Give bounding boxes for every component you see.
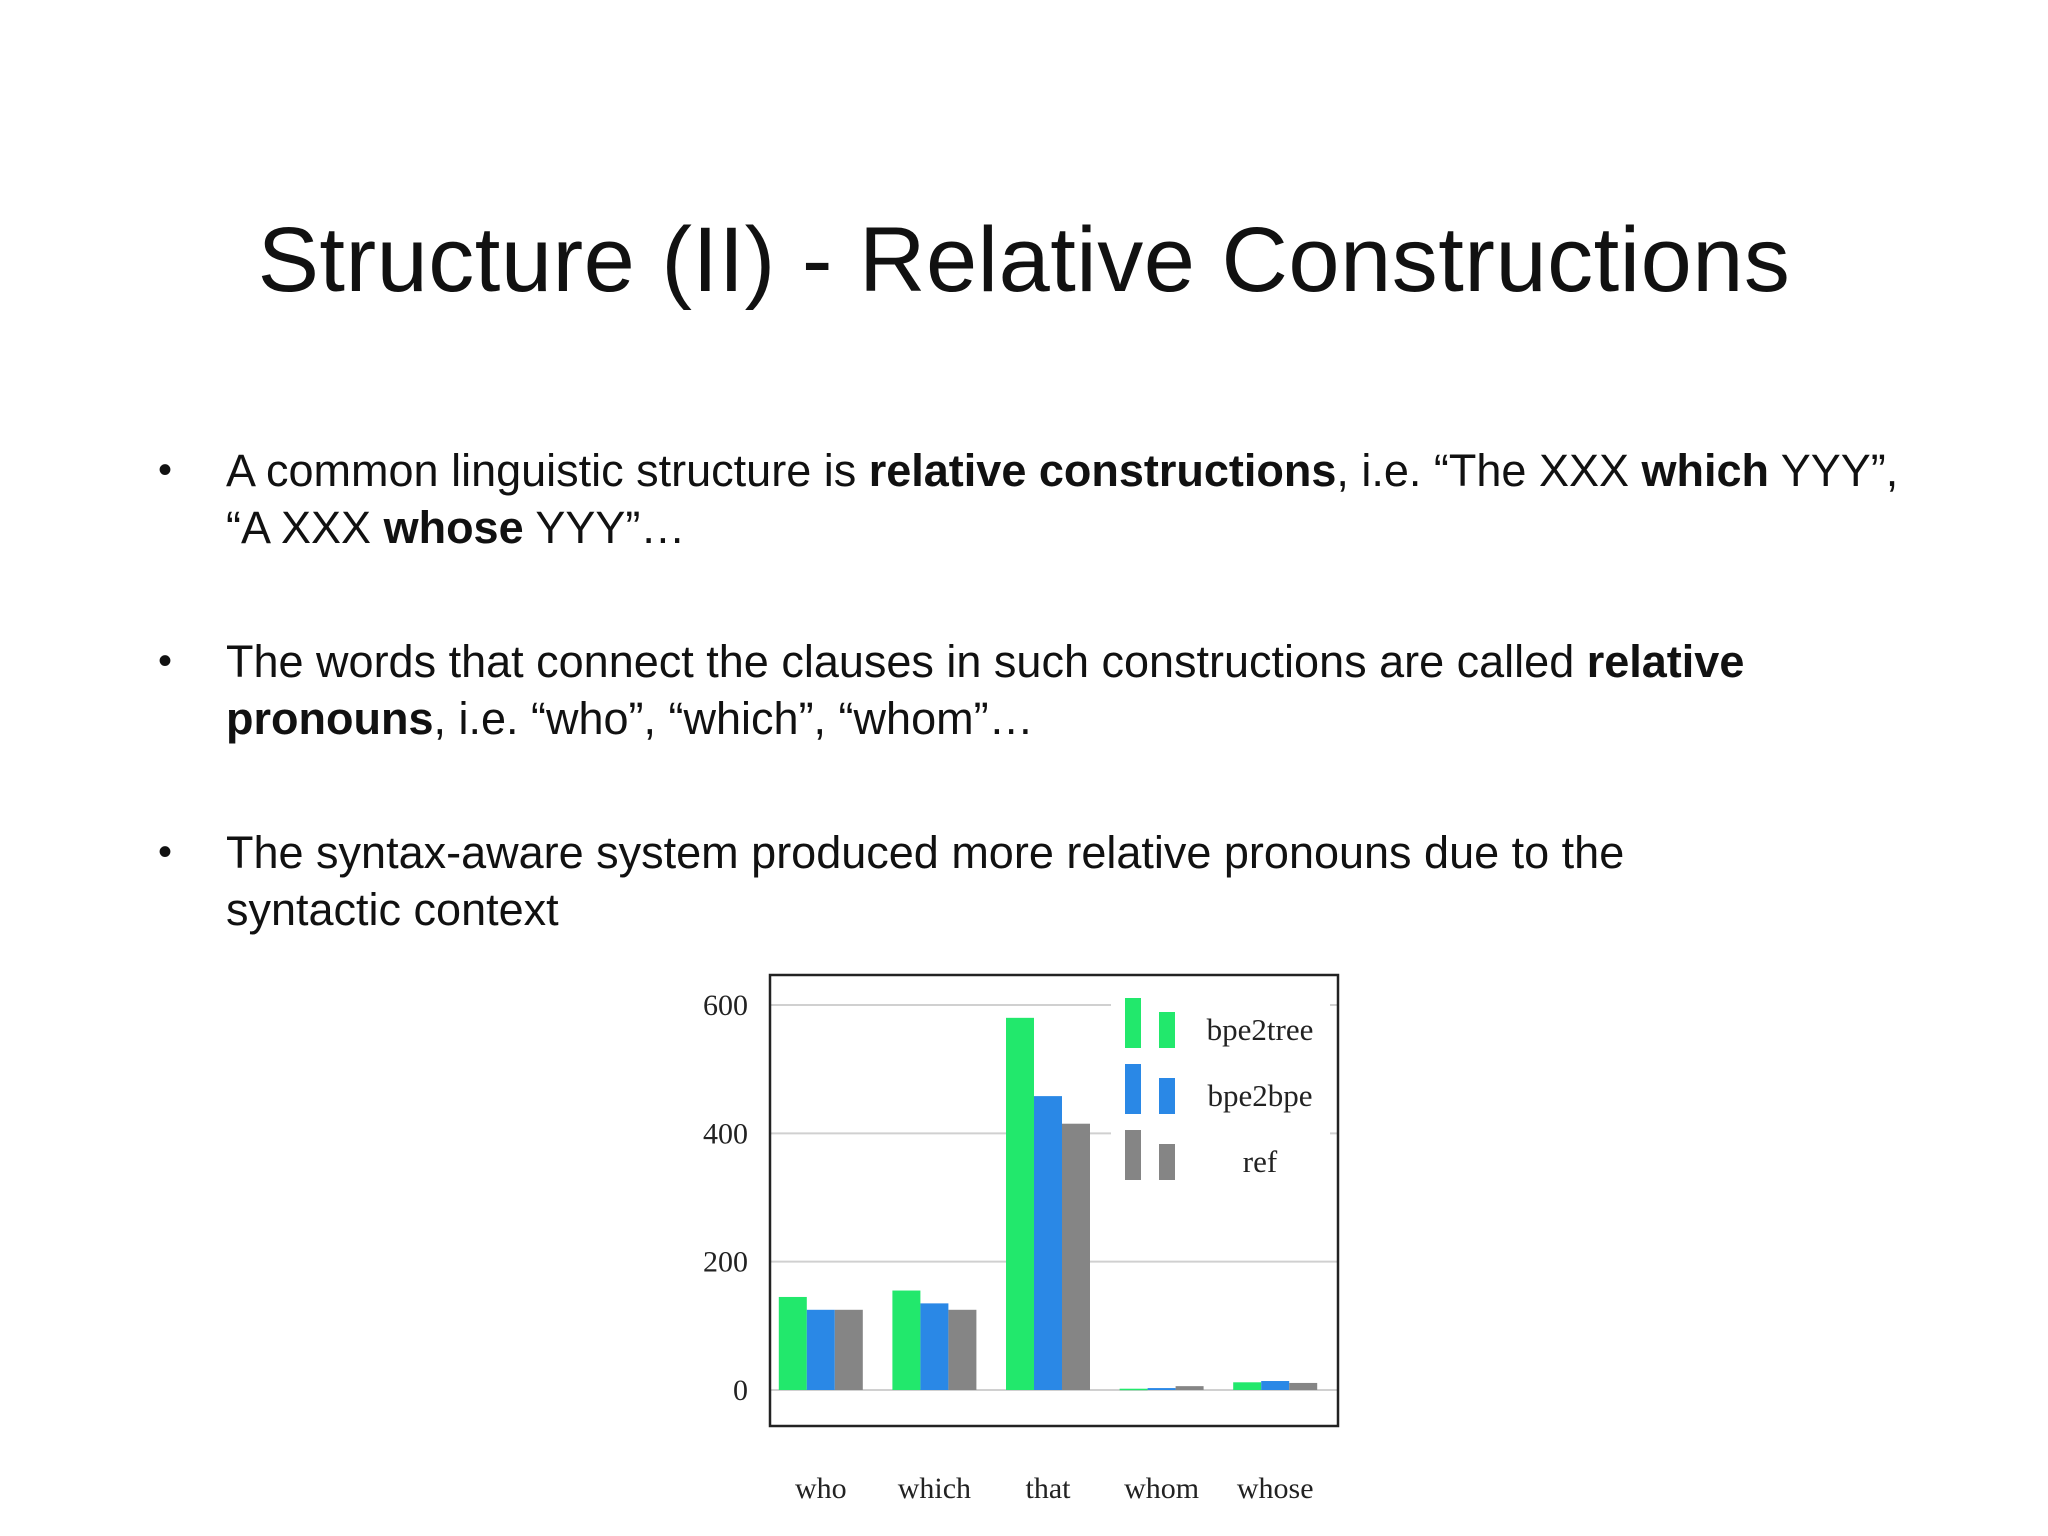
x-tick-label: which <box>897 1472 972 1505</box>
bar-bpe2bpe-whom <box>1148 1388 1176 1390</box>
bar-ref-whose <box>1289 1383 1317 1390</box>
legend-label: bpe2tree <box>1206 1012 1314 1047</box>
y-tick-label: 600 <box>703 989 748 1022</box>
bullet-dot: • <box>158 639 173 683</box>
bullet-text <box>226 824 1806 938</box>
bullet-dot: • <box>158 448 173 492</box>
bullet-run: A common linguistic structure is <box>226 445 869 496</box>
bar-bpe2tree-whom <box>1120 1389 1148 1391</box>
legend-swatch <box>1159 1144 1175 1180</box>
bar-bpe2tree-which <box>892 1291 920 1390</box>
x-tick-label: whose <box>1236 1472 1314 1505</box>
slide-title: Structure (II) - Relative Constructions <box>257 209 1791 311</box>
bar-bpe2bpe-which <box>920 1303 948 1390</box>
y-tick-label: 0 <box>733 1374 748 1407</box>
bullet-dot: • <box>158 830 173 874</box>
y-tick-label: 200 <box>703 1245 748 1279</box>
bar-chart <box>660 960 1360 1520</box>
bar-bpe2tree-whose <box>1233 1382 1261 1390</box>
bullet-text <box>226 442 1906 556</box>
x-tick-label: who <box>794 1472 847 1505</box>
legend-label: bpe2bpe <box>1207 1078 1313 1113</box>
bullet-run: YYY”… <box>523 502 686 553</box>
legend-swatch <box>1125 1130 1141 1180</box>
bullet-run-bold: relative constructions <box>868 445 1337 496</box>
bullet-text <box>226 633 1906 747</box>
bar-bpe2tree-who <box>779 1297 807 1390</box>
bar-ref-that <box>1062 1124 1090 1390</box>
x-tick-label: that <box>1025 1472 1071 1505</box>
bullet-run-bold: which <box>1641 445 1770 496</box>
bullet-run-bold: relative pronouns <box>226 636 1745 744</box>
bar-ref-which <box>948 1310 976 1390</box>
bullet-run: The words that connect the clauses in such constructions are called <box>226 636 1587 687</box>
legend-swatch <box>1125 998 1141 1048</box>
x-tick-label: whom <box>1124 1472 1200 1505</box>
bar-bpe2bpe-whose <box>1261 1381 1289 1390</box>
bar-bpe2tree-that <box>1006 1018 1034 1390</box>
bar-ref-who <box>835 1310 863 1390</box>
bar-bpe2bpe-who <box>807 1310 835 1390</box>
bullet-run-bold: whose <box>383 502 524 553</box>
legend-label: ref <box>1242 1144 1278 1179</box>
legend-swatch <box>1125 1064 1141 1114</box>
y-tick-label: 400 <box>703 1117 748 1151</box>
bar-ref-whom <box>1176 1386 1204 1390</box>
legend-swatch <box>1159 1078 1175 1114</box>
bullet-run: , i.e. “The XXX <box>1336 445 1642 496</box>
chart-svg <box>660 960 1360 1520</box>
bullet-run: , i.e. “who”, “which”, “whom”… <box>433 693 1034 744</box>
legend-swatch <box>1159 1012 1175 1048</box>
bullet-run: The syntax-aware system produced more relative pronouns due to the syntactic context <box>226 827 1625 935</box>
bullet-run: YYY”, “A XXX <box>226 445 1899 553</box>
bar-bpe2bpe-that <box>1034 1096 1062 1390</box>
